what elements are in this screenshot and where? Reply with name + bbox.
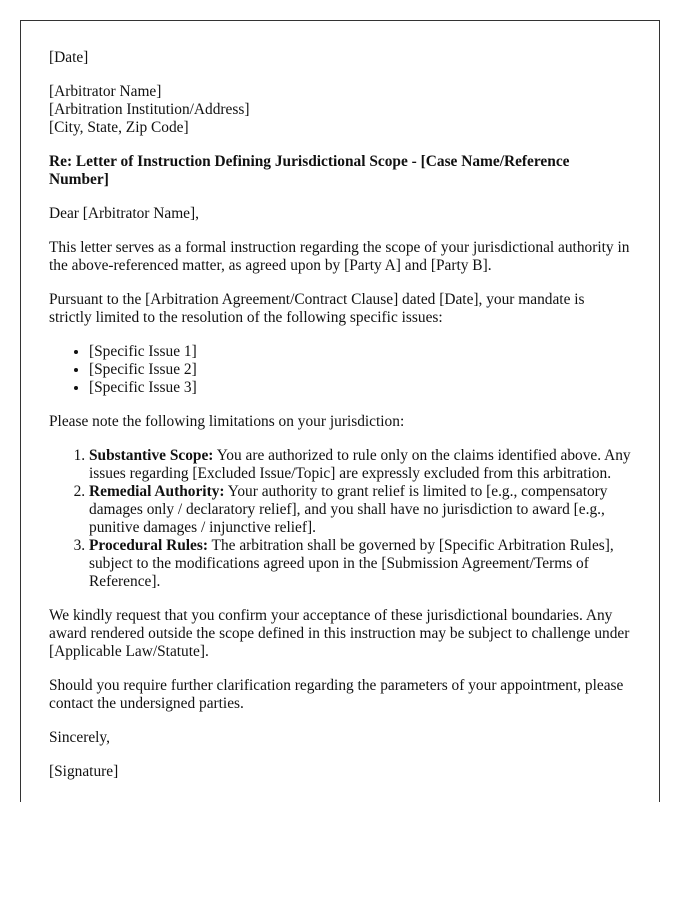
limitation-text: Your authority to grant relief is limited to [e.g., compensatory damages only / declaratory relief], and you shall have no jurisdiction to award [e.g., punitive damages / injunctive relief]. [89,483,608,536]
signature: [Signature] [49,763,119,780]
limitation-title: Procedural Rules: [89,537,208,554]
acceptance-paragraph: We kindly request that you confirm your acceptance of these jurisdictional boundaries. Any award rendered outside the scope defined in this instruction may be subject to challenge under [Applicable Law/Statute]. [49,607,630,660]
intro-paragraph: This letter serves as a formal instruction regarding the scope of your jurisdictional authority in the above-referenced matter, as agreed upon by [Party A] and [Party B]. [49,239,630,274]
subject-line: Re: Letter of Instruction Defining Jurisdictional Scope - [Case Name/Reference Number] [49,153,570,188]
limitations-list [49,447,631,591]
recipient-institution: [Arbitration Institution/Address] [49,101,250,118]
recipient-address [49,83,631,137]
recipient-city-state-zip: [City, State, Zip Code] [49,119,189,136]
mandate-paragraph: Pursuant to the [Arbitration Agreement/Contract Clause] dated [Date], your mandate is strictly limited to the resolution of the following specific issues: [49,291,585,326]
limitation-item [89,447,631,483]
issue-item: • [Specific Issue 3] [89,379,631,397]
letter-date: [Date] [49,49,89,66]
closing: Sincerely, [49,729,110,746]
issues-list [49,343,631,397]
limitation-text: The arbitration shall be governed by [Specific Arbitration Rules], subject to the modifications agreed upon in the [Submission Agreement/Terms of Reference]. [89,537,614,590]
limitation-title: Remedial Authority: [89,483,225,500]
issue-item: • [Specific Issue 1] [89,343,631,361]
clarification-paragraph: Should you require further clarification regarding the parameters of your appointment, please contact the undersigned parties. [49,677,624,712]
issue-item: • [Specific Issue 2] [89,361,631,379]
limitation-item [89,483,631,537]
salutation: Dear [Arbitrator Name], [49,205,199,222]
letter-page [20,20,660,802]
recipient-name: [Arbitrator Name] [49,83,162,100]
limitation-text: You are authorized to rule only on the claims identified above. Any issues regarding [Excluded Issue/Topic] are expressly excluded from this arbitration. [89,447,631,482]
limitations-intro: Please note the following limitations on your jurisdiction: [49,413,405,430]
limitation-title: Substantive Scope: [89,447,214,464]
limitation-item [89,537,631,591]
